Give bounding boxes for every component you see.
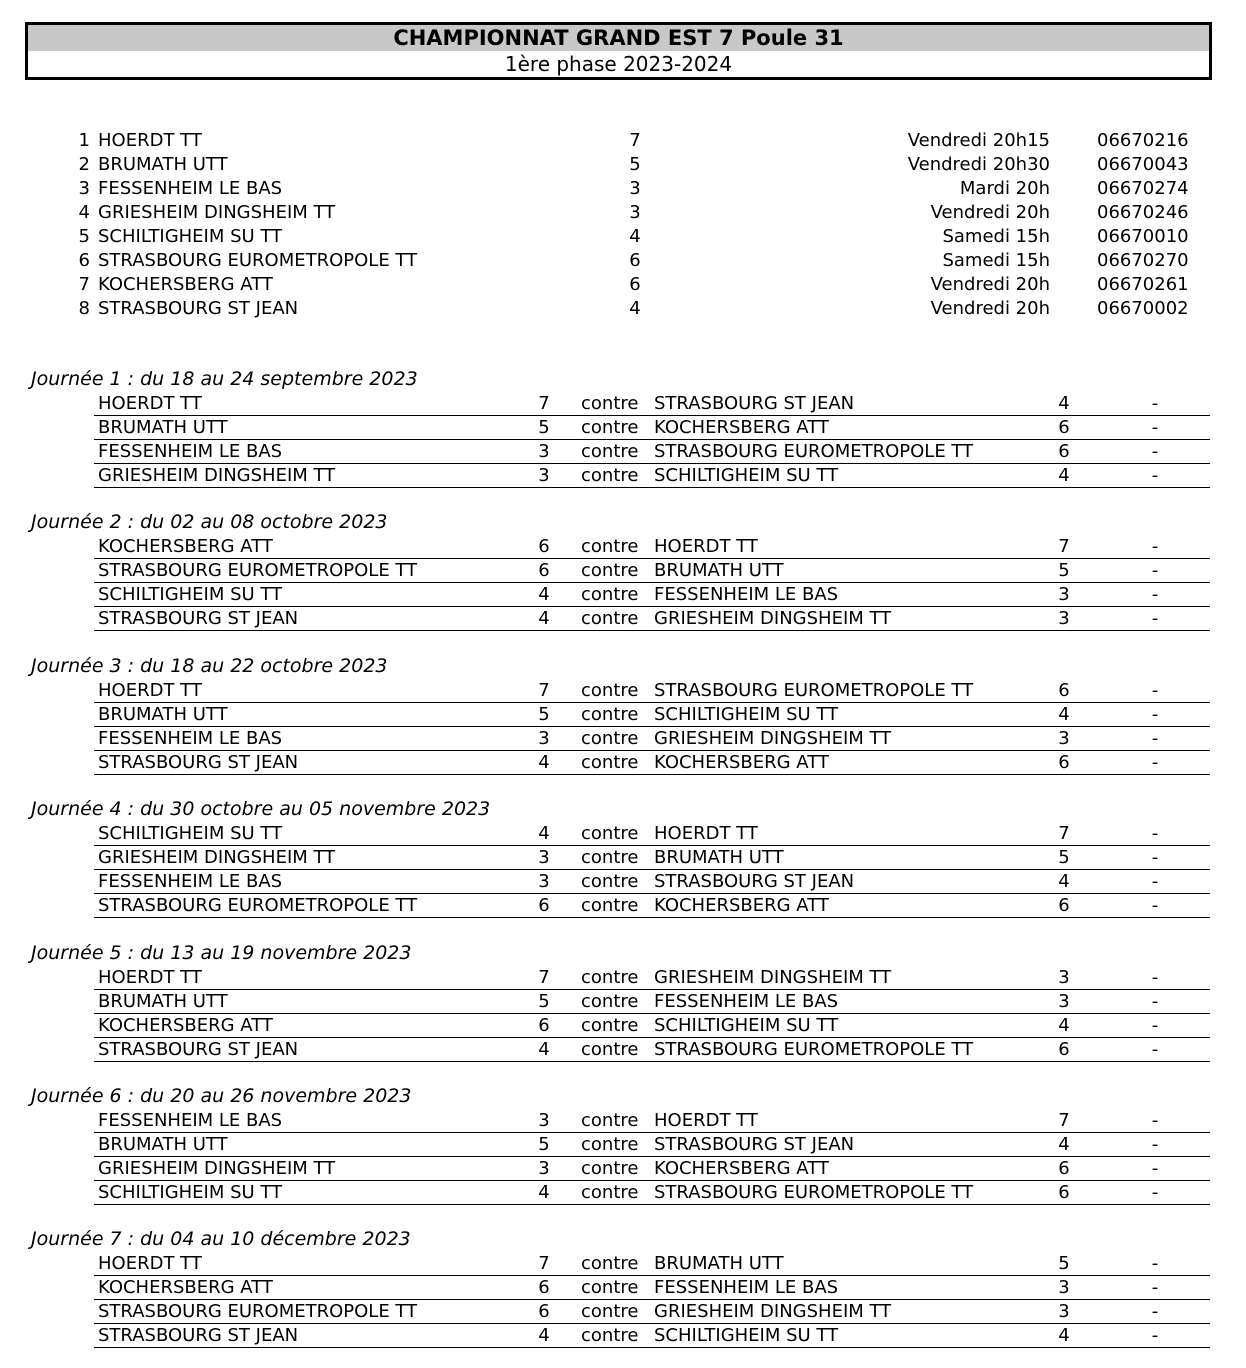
away-team-number: 3	[1058, 608, 1070, 629]
match-row	[94, 894, 1210, 918]
away-team: STRASBOURG EUROMETROPOLE TT	[654, 1182, 974, 1203]
home-team: STRASBOURG EUROMETROPOLE TT	[98, 1301, 418, 1322]
away-team-number: 5	[1058, 847, 1070, 868]
away-team: FESSENHEIM LE BAS	[654, 1277, 839, 1298]
versus-label: contre	[581, 1158, 639, 1179]
match-score: -	[1151, 417, 1159, 438]
team-number: 7	[629, 130, 641, 151]
round-title: Journée 5 : du 13 au 19 novembre 2023	[31, 942, 412, 964]
versus-label: contre	[581, 823, 639, 844]
home-team: HOERDT TT	[98, 393, 202, 414]
team-name: STRASBOURG ST JEAN	[98, 298, 299, 319]
home-team-number: 5	[538, 704, 550, 725]
team-name: STRASBOURG EUROMETROPOLE TT	[98, 250, 418, 271]
team-rank: 4	[78, 202, 90, 223]
team-code: 06670216	[1097, 130, 1189, 151]
round-title: Journée 3 : du 18 au 22 octobre 2023	[31, 655, 388, 677]
home-team-number: 3	[538, 441, 550, 462]
away-team: HOERDT TT	[654, 536, 758, 557]
home-team-number: 4	[538, 1325, 550, 1346]
match-score: -	[1151, 1253, 1159, 1274]
away-team-number: 6	[1058, 680, 1070, 701]
home-team: KOCHERSBERG ATT	[98, 536, 273, 557]
away-team: GRIESHEIM DINGSHEIM TT	[654, 967, 892, 988]
away-team-number: 3	[1058, 1301, 1070, 1322]
home-team: FESSENHEIM LE BAS	[98, 441, 283, 462]
team-code: 06670002	[1097, 298, 1189, 319]
team-code: 06670270	[1097, 250, 1189, 271]
home-team-number: 3	[538, 728, 550, 749]
away-team: GRIESHEIM DINGSHEIM TT	[654, 1301, 892, 1322]
match-score: -	[1151, 1301, 1159, 1322]
home-team-number: 3	[538, 1110, 550, 1131]
away-team: KOCHERSBERG ATT	[654, 1158, 829, 1179]
away-team-number: 6	[1058, 1158, 1070, 1179]
team-name: GRIESHEIM DINGSHEIM TT	[98, 202, 336, 223]
team-code: 06670274	[1097, 178, 1189, 199]
away-team-number: 4	[1058, 871, 1070, 892]
home-team-number: 3	[538, 1158, 550, 1179]
home-team-number: 7	[538, 680, 550, 701]
match-score: -	[1151, 536, 1159, 557]
match-score: -	[1151, 895, 1159, 916]
home-team-number: 7	[538, 967, 550, 988]
versus-label: contre	[581, 1301, 639, 1322]
away-team-number: 3	[1058, 967, 1070, 988]
team-name: BRUMATH UTT	[98, 154, 228, 175]
match-score: -	[1151, 1015, 1159, 1036]
match-row	[94, 679, 1210, 703]
versus-label: contre	[581, 393, 639, 414]
team-number: 6	[629, 274, 641, 295]
home-team: KOCHERSBERG ATT	[98, 1015, 273, 1036]
versus-label: contre	[581, 1039, 639, 1060]
team-row	[0, 297, 1246, 321]
match-row	[94, 1181, 1210, 1205]
versus-label: contre	[581, 680, 639, 701]
away-team: SCHILTIGHEIM SU TT	[654, 465, 839, 486]
versus-label: contre	[581, 704, 639, 725]
team-number: 4	[629, 298, 641, 319]
away-team-number: 6	[1058, 417, 1070, 438]
home-team-number: 5	[538, 1134, 550, 1155]
round-title: Journée 7 : du 04 au 10 décembre 2023	[31, 1228, 411, 1250]
team-row	[0, 225, 1246, 249]
home-team-number: 4	[538, 752, 550, 773]
match-score: -	[1151, 871, 1159, 892]
home-team: GRIESHEIM DINGSHEIM TT	[98, 1158, 336, 1179]
home-team: HOERDT TT	[98, 1253, 202, 1274]
away-team: STRASBOURG EUROMETROPOLE TT	[654, 1039, 974, 1060]
home-team: HOERDT TT	[98, 680, 202, 701]
round-title: Journée 1 : du 18 au 24 septembre 2023	[31, 368, 418, 390]
home-team: FESSENHEIM LE BAS	[98, 871, 283, 892]
match-score: -	[1151, 1039, 1159, 1060]
away-team-number: 4	[1058, 1134, 1070, 1155]
home-team: FESSENHEIM LE BAS	[98, 728, 283, 749]
match-row	[94, 751, 1210, 775]
round-title: Journée 6 : du 20 au 26 novembre 2023	[31, 1085, 412, 1107]
match-score: -	[1151, 441, 1159, 462]
home-team-number: 4	[538, 1039, 550, 1060]
home-team: SCHILTIGHEIM SU TT	[98, 823, 283, 844]
away-team: KOCHERSBERG ATT	[654, 895, 829, 916]
home-team: HOERDT TT	[98, 967, 202, 988]
match-score: -	[1151, 1277, 1159, 1298]
away-team-number: 4	[1058, 393, 1070, 414]
team-row	[0, 153, 1246, 177]
home-team-number: 6	[538, 1277, 550, 1298]
away-team: FESSENHEIM LE BAS	[654, 991, 839, 1012]
home-team: STRASBOURG ST JEAN	[98, 1325, 299, 1346]
team-name: FESSENHEIM LE BAS	[98, 178, 283, 199]
home-team-number: 5	[538, 991, 550, 1012]
home-team-number: 5	[538, 417, 550, 438]
away-team: BRUMATH UTT	[654, 1253, 784, 1274]
match-row	[94, 1133, 1210, 1157]
team-code: 06670246	[1097, 202, 1189, 223]
home-team: BRUMATH UTT	[98, 417, 228, 438]
match-score: -	[1151, 967, 1159, 988]
home-team-number: 6	[538, 536, 550, 557]
home-team-number: 6	[538, 1015, 550, 1036]
home-team: FESSENHEIM LE BAS	[98, 1110, 283, 1131]
team-row	[0, 273, 1246, 297]
match-score: -	[1151, 1134, 1159, 1155]
match-score: -	[1151, 465, 1159, 486]
home-team: SCHILTIGHEIM SU TT	[98, 584, 283, 605]
away-team-number: 6	[1058, 1182, 1070, 1203]
home-team: STRASBOURG EUROMETROPOLE TT	[98, 895, 418, 916]
team-rank: 7	[78, 274, 90, 295]
versus-label: contre	[581, 465, 639, 486]
team-rank: 5	[78, 226, 90, 247]
team-match-day: Mardi 20h	[959, 178, 1050, 199]
versus-label: contre	[581, 847, 639, 868]
away-team: STRASBOURG EUROMETROPOLE TT	[654, 441, 974, 462]
team-code: 06670043	[1097, 154, 1189, 175]
away-team-number: 6	[1058, 752, 1070, 773]
home-team-number: 4	[538, 823, 550, 844]
match-score: -	[1151, 1182, 1159, 1203]
away-team-number: 6	[1058, 1039, 1070, 1060]
match-score: -	[1151, 608, 1159, 629]
match-row	[94, 1038, 1210, 1062]
match-score: -	[1151, 1325, 1159, 1346]
away-team-number: 4	[1058, 465, 1070, 486]
match-row	[94, 966, 1210, 990]
match-row	[94, 727, 1210, 751]
team-number: 6	[629, 250, 641, 271]
team-number: 5	[629, 154, 641, 175]
team-rank: 8	[78, 298, 90, 319]
away-team: STRASBOURG ST JEAN	[654, 871, 855, 892]
team-rank: 3	[78, 178, 90, 199]
away-team: HOERDT TT	[654, 823, 758, 844]
home-team: GRIESHEIM DINGSHEIM TT	[98, 465, 336, 486]
team-name: SCHILTIGHEIM SU TT	[98, 226, 283, 247]
match-score: -	[1151, 704, 1159, 725]
match-row	[94, 1109, 1210, 1133]
away-team-number: 3	[1058, 991, 1070, 1012]
home-team-number: 6	[538, 560, 550, 581]
match-row	[94, 846, 1210, 870]
team-row	[0, 201, 1246, 225]
versus-label: contre	[581, 1134, 639, 1155]
home-team: STRASBOURG ST JEAN	[98, 608, 299, 629]
away-team-number: 5	[1058, 560, 1070, 581]
away-team-number: 4	[1058, 704, 1070, 725]
home-team-number: 7	[538, 1253, 550, 1274]
versus-label: contre	[581, 1325, 639, 1346]
match-row	[94, 703, 1210, 727]
page-title: CHAMPIONNAT GRAND EST 7 Poule 31	[25, 22, 1212, 54]
match-row	[94, 559, 1210, 583]
away-team-number: 7	[1058, 536, 1070, 557]
match-row	[94, 1252, 1210, 1276]
match-row	[94, 464, 1210, 488]
versus-label: contre	[581, 1253, 639, 1274]
versus-label: contre	[581, 991, 639, 1012]
home-team: STRASBOURG ST JEAN	[98, 752, 299, 773]
team-match-day: Vendredi 20h15	[907, 130, 1050, 151]
home-team-number: 3	[538, 871, 550, 892]
match-row	[94, 870, 1210, 894]
round-title: Journée 2 : du 02 au 08 octobre 2023	[31, 511, 388, 533]
home-team-number: 7	[538, 393, 550, 414]
home-team-number: 4	[538, 1182, 550, 1203]
versus-label: contre	[581, 728, 639, 749]
away-team: FESSENHEIM LE BAS	[654, 584, 839, 605]
team-row	[0, 129, 1246, 153]
match-score: -	[1151, 1110, 1159, 1131]
away-team: STRASBOURG EUROMETROPOLE TT	[654, 680, 974, 701]
match-score: -	[1151, 991, 1159, 1012]
home-team: GRIESHEIM DINGSHEIM TT	[98, 847, 336, 868]
match-row	[94, 822, 1210, 846]
team-row	[0, 249, 1246, 273]
match-score: -	[1151, 1158, 1159, 1179]
team-match-day: Vendredi 20h30	[907, 154, 1050, 175]
home-team-number: 4	[538, 584, 550, 605]
team-number: 4	[629, 226, 641, 247]
team-number: 3	[629, 178, 641, 199]
team-name: KOCHERSBERG ATT	[98, 274, 273, 295]
match-row	[94, 416, 1210, 440]
team-match-day: Samedi 15h	[942, 226, 1050, 247]
team-code: 06670010	[1097, 226, 1189, 247]
away-team-number: 4	[1058, 1015, 1070, 1036]
versus-label: contre	[581, 536, 639, 557]
match-row	[94, 1324, 1210, 1348]
match-score: -	[1151, 393, 1159, 414]
versus-label: contre	[581, 608, 639, 629]
match-score: -	[1151, 680, 1159, 701]
team-match-day: Samedi 15h	[942, 250, 1050, 271]
match-row	[94, 1157, 1210, 1181]
away-team: STRASBOURG ST JEAN	[654, 393, 855, 414]
away-team: STRASBOURG ST JEAN	[654, 1134, 855, 1155]
match-score: -	[1151, 823, 1159, 844]
home-team-number: 6	[538, 895, 550, 916]
home-team: KOCHERSBERG ATT	[98, 1277, 273, 1298]
match-score: -	[1151, 560, 1159, 581]
match-score: -	[1151, 752, 1159, 773]
home-team-number: 3	[538, 465, 550, 486]
away-team: KOCHERSBERG ATT	[654, 752, 829, 773]
versus-label: contre	[581, 1015, 639, 1036]
home-team-number: 6	[538, 1301, 550, 1322]
versus-label: contre	[581, 441, 639, 462]
team-match-day: Vendredi 20h	[930, 202, 1050, 223]
versus-label: contre	[581, 871, 639, 892]
match-row	[94, 583, 1210, 607]
team-code: 06670261	[1097, 274, 1189, 295]
home-team: SCHILTIGHEIM SU TT	[98, 1182, 283, 1203]
away-team-number: 6	[1058, 895, 1070, 916]
away-team: SCHILTIGHEIM SU TT	[654, 1325, 839, 1346]
match-row	[94, 990, 1210, 1014]
away-team-number: 3	[1058, 728, 1070, 749]
home-team: BRUMATH UTT	[98, 1134, 228, 1155]
page-subtitle: 1ère phase 2023-2024	[25, 51, 1212, 80]
versus-label: contre	[581, 895, 639, 916]
away-team: BRUMATH UTT	[654, 847, 784, 868]
home-team-number: 3	[538, 847, 550, 868]
home-team: BRUMATH UTT	[98, 991, 228, 1012]
versus-label: contre	[581, 1110, 639, 1131]
away-team: SCHILTIGHEIM SU TT	[654, 704, 839, 725]
match-row	[94, 1276, 1210, 1300]
away-team-number: 3	[1058, 584, 1070, 605]
round-title: Journée 4 : du 30 octobre au 05 novembre 2023	[31, 798, 491, 820]
away-team: HOERDT TT	[654, 1110, 758, 1131]
team-rank: 6	[78, 250, 90, 271]
away-team-number: 5	[1058, 1253, 1070, 1274]
versus-label: contre	[581, 1182, 639, 1203]
home-team-number: 4	[538, 608, 550, 629]
versus-label: contre	[581, 967, 639, 988]
versus-label: contre	[581, 417, 639, 438]
match-row	[94, 440, 1210, 464]
team-rank: 2	[78, 154, 90, 175]
away-team-number: 6	[1058, 441, 1070, 462]
home-team: BRUMATH UTT	[98, 704, 228, 725]
away-team-number: 3	[1058, 1277, 1070, 1298]
versus-label: contre	[581, 584, 639, 605]
home-team: STRASBOURG ST JEAN	[98, 1039, 299, 1060]
match-score: -	[1151, 728, 1159, 749]
team-match-day: Vendredi 20h	[930, 274, 1050, 295]
team-match-day: Vendredi 20h	[930, 298, 1050, 319]
versus-label: contre	[581, 560, 639, 581]
away-team-number: 7	[1058, 823, 1070, 844]
away-team: GRIESHEIM DINGSHEIM TT	[654, 728, 892, 749]
match-row	[94, 607, 1210, 631]
away-team-number: 4	[1058, 1325, 1070, 1346]
match-row	[94, 1300, 1210, 1324]
team-name: HOERDT TT	[98, 130, 202, 151]
home-team: STRASBOURG EUROMETROPOLE TT	[98, 560, 418, 581]
match-row	[94, 392, 1210, 416]
match-score: -	[1151, 584, 1159, 605]
away-team: GRIESHEIM DINGSHEIM TT	[654, 608, 892, 629]
away-team-number: 7	[1058, 1110, 1070, 1131]
away-team: SCHILTIGHEIM SU TT	[654, 1015, 839, 1036]
versus-label: contre	[581, 1277, 639, 1298]
away-team: BRUMATH UTT	[654, 560, 784, 581]
away-team: KOCHERSBERG ATT	[654, 417, 829, 438]
team-rank: 1	[78, 130, 90, 151]
match-row	[94, 535, 1210, 559]
team-number: 3	[629, 202, 641, 223]
match-row	[94, 1014, 1210, 1038]
team-row	[0, 177, 1246, 201]
match-score: -	[1151, 847, 1159, 868]
versus-label: contre	[581, 752, 639, 773]
